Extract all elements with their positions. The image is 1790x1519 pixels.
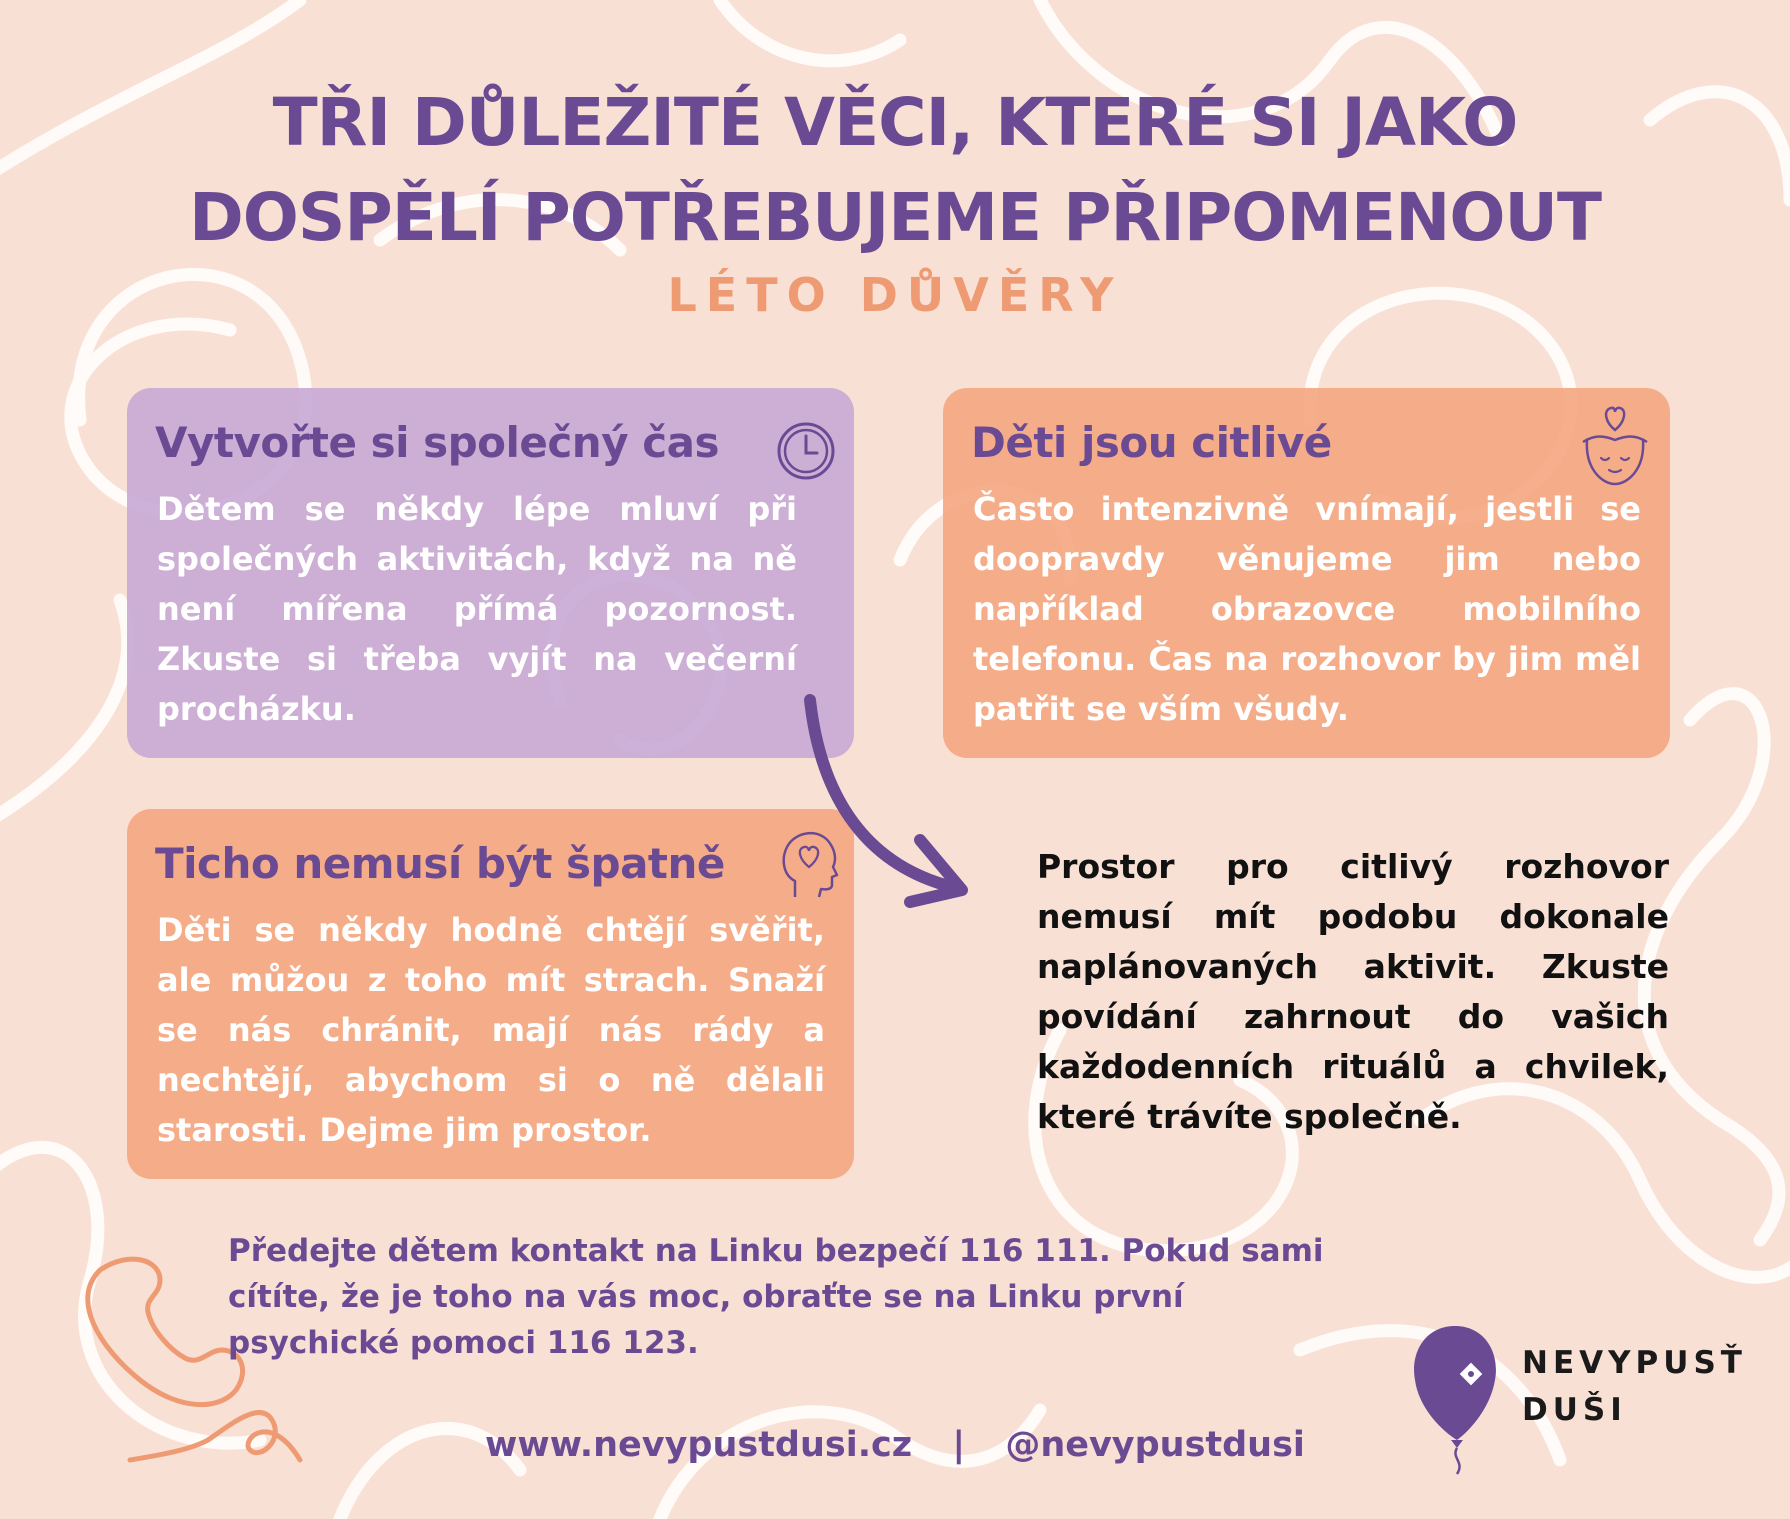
helpline-note: Předejte dětem kontakt na Linku bezpečí 116 111. Pokud sami cítíte, že je toho na vás moc, obraťte se na Linku první psychické pomoci 116 123. xyxy=(228,1233,1324,1361)
page-title xyxy=(90,75,1700,265)
card-common-time xyxy=(127,388,854,758)
info-paragraph: Prostor pro citlivý rozhovor nemusí mít podobu dokonale naplánovaných aktivit. Zkuste povídání zahrnout do vašich každodenních rituálů a chvilek, které trávíte společně. xyxy=(1037,847,1669,1136)
card-text: Dětem se někdy lépe mluví při společných aktivitách, když na ně není mířena přímá pozornost. Zkuste si třeba vyjít na večerní procházku. xyxy=(157,490,797,728)
footer-separator: | xyxy=(952,1425,966,1465)
brand-name-line-1: NEVYPUSŤ xyxy=(1522,1345,1747,1381)
card-text: Děti se někdy hodně chtějí svěřit, ale můžou z toho mít strach. Snaží se nás chránit, mají nás rády a nechtějí, abychom si o ně dělali starosti. Dejme jim prostor. xyxy=(157,911,825,1149)
title-line-1: TŘI DŮLEŽITÉ VĚCI, KTERÉ SI JAKO xyxy=(272,84,1518,161)
card-title: Vytvořte si společný čas xyxy=(155,418,719,467)
card-children-sensitive xyxy=(943,388,1670,758)
social-handle-link[interactable]: @nevypustdusi xyxy=(1005,1425,1305,1465)
heart-head-icon xyxy=(1575,400,1655,490)
brand-name-line-2: DUŠI xyxy=(1522,1392,1627,1428)
clock-icon xyxy=(775,420,837,482)
footer-links xyxy=(0,1425,1790,1465)
curved-arrow-icon xyxy=(790,690,990,920)
card-title: Děti jsou citlivé xyxy=(971,418,1332,467)
website-link[interactable]: www.nevypustdusi.cz xyxy=(485,1425,913,1465)
card-silence xyxy=(127,809,854,1179)
card-title: Ticho nemusí být špatně xyxy=(155,839,725,888)
title-line-2: DOSPĚLÍ POTŘEBUJEME PŘIPOMENOUT xyxy=(188,179,1602,256)
balloon-logo-icon xyxy=(1405,1318,1505,1478)
page-subtitle: LÉTO DŮVĚRY xyxy=(667,268,1123,322)
card-text: Často intenzivně vnímají, jestli se doopravdy věnujeme jim nebo například obrazovce mobilního telefonu. Čas na rozhovor by jim měl patřit se vším všudy. xyxy=(973,490,1641,728)
